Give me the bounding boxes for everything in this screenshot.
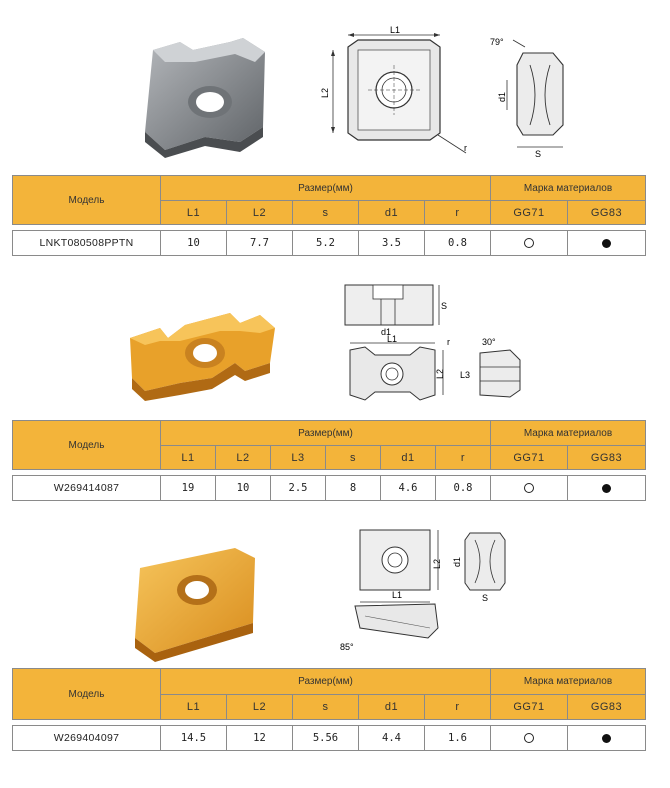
value-cell: 7.7 [227,231,293,256]
label-d1: d1 [381,327,392,337]
gg83-mark [568,231,646,256]
value-cell: 10 [161,231,227,256]
value-cell: 4.4 [359,726,425,751]
material-header: Марка материалов [491,176,646,201]
value-cell: 4.6 [381,476,436,501]
label-r: r [464,143,467,153]
insert-drawing-side [450,525,520,605]
gg71-mark [491,726,568,751]
col-L1: L1 [161,446,216,470]
value-cell: 19 [161,476,216,501]
col-s: s [326,446,381,470]
col-L1: L1 [161,695,227,720]
value-cell: 0.8 [436,476,491,501]
table-row [13,231,646,256]
gg83-mark [568,476,646,501]
label-s: S [482,593,489,603]
label-L3: L3 [460,370,471,380]
size-header: Размер(мм) [161,176,491,201]
spec-table-1 [12,175,646,256]
material-header: Марка материалов [491,669,646,695]
insert-photo-orange-1 [120,283,280,403]
model-cell: W269414087 [13,476,161,501]
open-circle-icon [524,733,534,743]
size-header: Размер(мм) [161,669,491,695]
label-d1: d1 [452,556,462,567]
col-gg83: GG83 [568,695,646,720]
label-angle: 79° [490,37,504,47]
insert-drawing-side [485,25,585,160]
value-cell: 2.5 [271,476,326,501]
label-L2: L2 [435,368,445,379]
insert-drawing-front [335,335,460,410]
label-L1: L1 [387,335,398,344]
value-cell: 12 [227,726,293,751]
value-cell: 0.8 [425,231,491,256]
gg71-mark [491,231,568,256]
col-s: s [293,695,359,720]
value-cell: 8 [326,476,381,501]
value-cell: 3.5 [359,231,425,256]
material-header: Марка материалов [491,421,646,446]
col-L1: L1 [161,201,227,225]
label-r: r [447,337,450,347]
col-L2: L2 [216,446,271,470]
spec-table-3 [12,668,646,751]
value-cell: 5.2 [293,231,359,256]
value-cell: 5.56 [293,726,359,751]
model-header: Модель [13,669,161,720]
label-s: S [535,149,542,159]
insert-photo-gray [135,32,280,162]
col-gg83: GG83 [568,446,646,470]
col-r: r [436,446,491,470]
size-header: Размер(мм) [161,421,491,446]
col-d1: d1 [359,695,425,720]
label-L1: L1 [390,25,401,35]
label-d1: d1 [497,91,507,102]
gg83-mark [568,726,646,751]
col-gg71: GG71 [491,695,568,720]
table-row [13,726,646,751]
label-L2: L2 [432,558,442,569]
col-s: s [293,201,359,225]
label-s: S [441,301,448,311]
filled-circle-icon [602,734,611,743]
product-section-2 [0,265,670,520]
label-L1: L1 [392,590,403,600]
label-angle: 85° [340,642,354,652]
insert-photo-orange-2 [125,538,270,663]
label-angle: 30° [482,337,496,347]
insert-drawing-top [335,277,455,337]
product-section-1 [0,0,670,265]
open-circle-icon [524,238,534,248]
model-cell: W269404097 [13,726,161,751]
insert-drawing-front [318,25,478,160]
value-cell: 1.6 [425,726,491,751]
gg71-mark [491,476,568,501]
col-r: r [425,201,491,225]
model-header: Модель [13,176,161,225]
model-header: Модель [13,421,161,470]
col-gg71: GG71 [491,446,568,470]
label-L2: L2 [320,87,330,98]
col-gg83: GG83 [568,201,646,225]
table-row [13,476,646,501]
filled-circle-icon [602,239,611,248]
col-L3: L3 [271,446,326,470]
open-circle-icon [524,483,534,493]
filled-circle-icon [602,484,611,493]
col-r: r [425,695,491,720]
col-L2: L2 [227,695,293,720]
col-L2: L2 [227,201,293,225]
insert-drawing-bottom [330,588,450,668]
value-cell: 14.5 [161,726,227,751]
model-cell: LNKT080508PPTN [13,231,161,256]
col-d1: d1 [359,201,425,225]
product-section-3 [0,520,670,788]
col-d1: d1 [381,446,436,470]
spec-table-2 [12,420,646,501]
value-cell: 10 [216,476,271,501]
col-gg71: GG71 [491,201,568,225]
insert-drawing-side [460,335,530,410]
